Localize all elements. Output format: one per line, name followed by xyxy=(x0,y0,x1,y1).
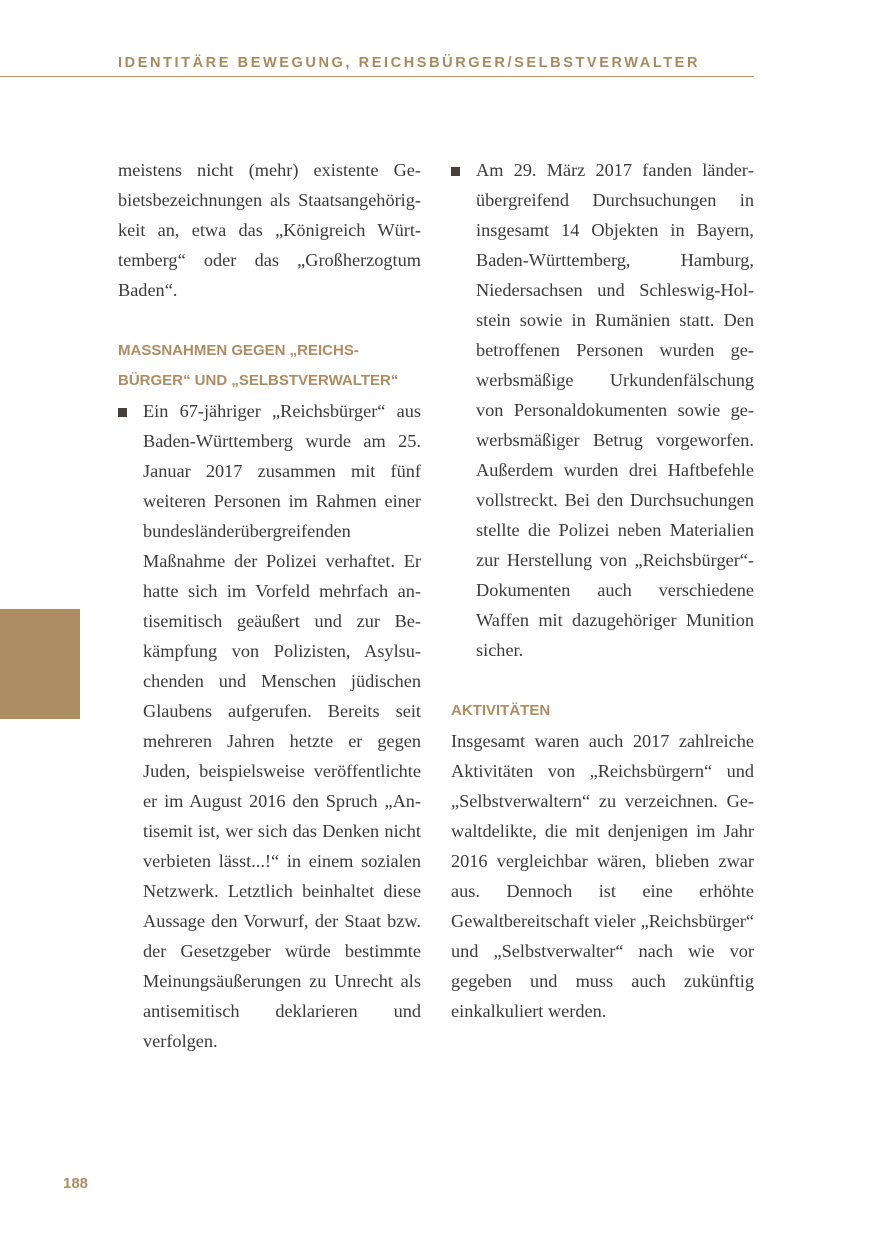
body-paragraph: Insgesamt waren auch 2017 zahlreiche Aktivitäten von „Reichsbürgern“ und „Selbstverwaltern“ zu verzeichnen. Gewaltdelikte, die mit denjenigen im Jahr 2016 vergleichbar wären, blieben zwar aus. Dennoch ist eine erhöhte Gewaltbereitschaft vieler „Reichsbürger“ und „Selbstverwalter“ nach wie vor gegeben und muss auch zukünftig einkalkuliert werden. xyxy=(451,731,754,1021)
left-column xyxy=(118,155,421,1056)
right-column xyxy=(451,155,754,1026)
page-number: 188 xyxy=(63,1175,89,1192)
bullet-paragraph: Ein 67-jähriger „Reichsbürger“ aus Baden-Württemberg wurde am 25. Januar 2017 zusammen mit fünf weiteren Personen im Rahmen einer bundesländerübergreifenden Maßnahme der Polizei verhaftet. Er hatte sich im Vorfeld mehrfach antisemitisch geäußert und zur Bekämpfung von Polizisten, Asylsuchenden und Menschen jüdischen Glaubens aufgerufen. Bereits seit mehreren Jahren hetzte er gegen Juden, beispielsweise veröffentlichte er im August 2016 den Spruch „Antisemit ist, wer sich das Denken nicht verbieten lässt...!“ in einem sozialen Netzwerk. Letztlich beinhaltet diese Aussage den Vorwurf, der Staat bzw. der Gesetzgeber würde bestimmte Meinungsäußerungen zu Unrecht als antisemitisch deklarieren und verfolgen. xyxy=(143,401,421,1051)
chapter-side-tab xyxy=(0,609,80,719)
square-bullet-icon xyxy=(118,408,127,417)
running-header: IDENTITÄRE BEWEGUNG, REICHSBÜRGER/SELBSTVERWALTER xyxy=(118,55,701,71)
section-heading-massnahmen: MASSNAHMEN GEGEN „REICHSBÜRGER“ UND „SELBSTVERWALTER“ xyxy=(118,342,399,389)
header-rule xyxy=(0,76,754,77)
bullet-paragraph: Am 29. März 2017 fanden länderübergreifend Durchsuchungen in insgesamt 14 Objekten in Bayern, Baden-Württemberg, Hamburg, Niedersachsen und Schleswig-Holstein sowie in Rumänien statt. Den betroffenen Personen wurden gewerbsmäßige Urkundenfälschung von Personaldokumenten sowie gewerbsmäßiger Betrug vorgeworfen. Außerdem wurden drei Haftbefehle vollstreckt. Bei den Durchsuchungen stellte die Polizei neben Materialien zur Herstellung von „Reichsbürger“-Dokumenten auch verschiedene Waffen mit dazugehöriger Munition sicher. xyxy=(476,160,754,660)
square-bullet-icon xyxy=(451,167,460,176)
intro-paragraph: meistens nicht (mehr) existente Gebietsbezeichnungen als Staatsangehörigkeit an, etwa das „Königreich Württemberg“ oder das „Großherzogtum Baden“. xyxy=(118,160,421,300)
section-heading-aktivitaeten: AKTIVITÄTEN xyxy=(451,702,551,719)
list-item xyxy=(451,155,754,665)
list-item xyxy=(118,396,421,1056)
